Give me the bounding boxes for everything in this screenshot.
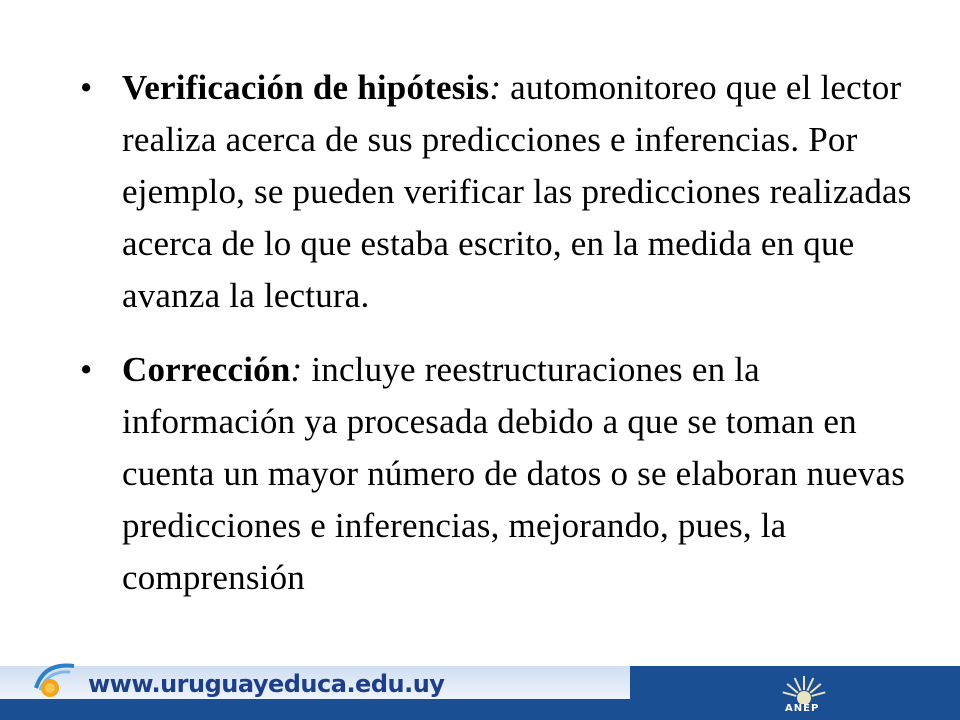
footer-strip (0, 699, 630, 720)
bullet-term: Corrección (122, 350, 291, 389)
bullet-colon: : (489, 68, 502, 107)
bullet-list (80, 62, 920, 604)
sun-logo-icon (30, 658, 82, 698)
bullet-text: automonitoreo que el lector realiza acerca de sus predicciones e inferencias. Por ejemplo, se pueden verificar las predicciones realizadas acerca de lo que estaba escrito, en la medida en que avanza la lectura. (122, 68, 912, 315)
bullet-item-correccion (80, 344, 920, 604)
bullet-text: incluye reestructuraciones en la información ya procesada debido a que se toman en cuenta un mayor número de datos o se elaboran nuevas predicciones e inferencias, mejorando, pues, la comprensión (122, 350, 906, 597)
site-url-link[interactable]: www.uruguayeduca.edu.uy (88, 670, 445, 698)
bullet-icon: • (80, 68, 93, 107)
footer (0, 658, 960, 720)
slide-content (80, 62, 920, 604)
bullet-term: Verificación de hipótesis (122, 68, 490, 107)
bullet-colon: : (290, 350, 303, 389)
anep-logo-text: ANEP (785, 703, 820, 714)
bullet-icon: • (80, 350, 93, 389)
anep-sun-emblem-icon (776, 674, 832, 704)
bullet-item-verificacion (80, 62, 920, 322)
